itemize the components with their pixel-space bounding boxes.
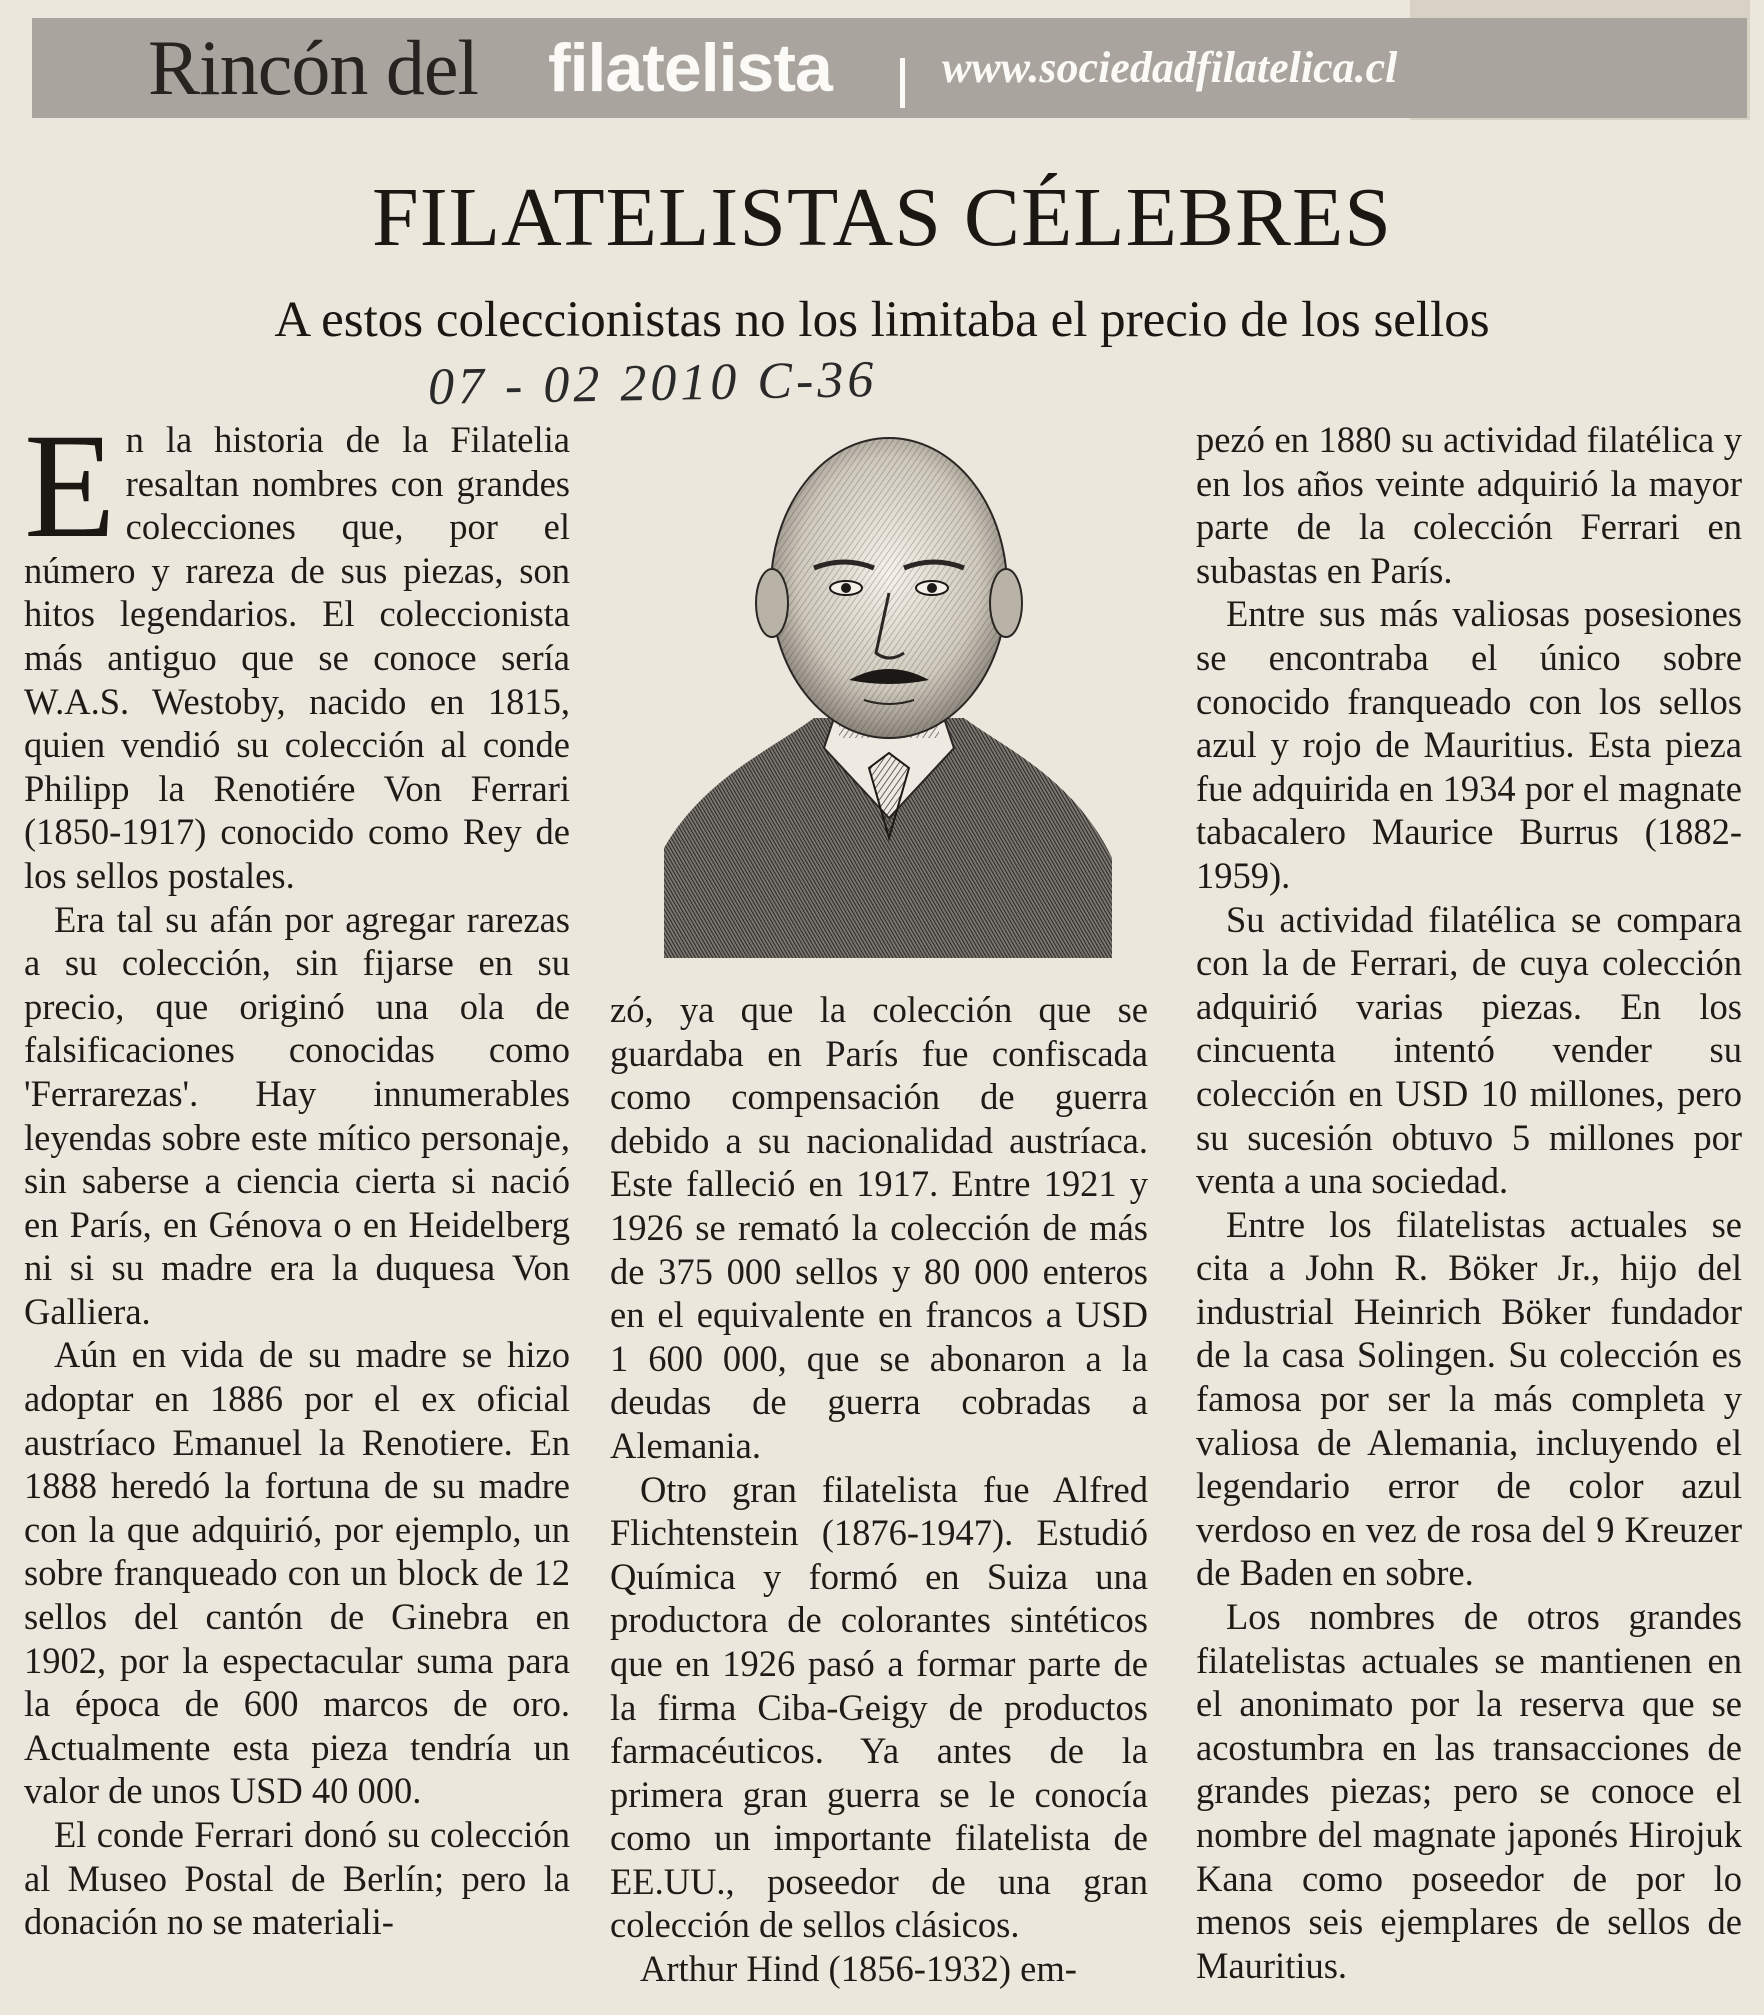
article-paragraph <box>24 403 570 898</box>
section-subtitle: filatelista <box>548 30 832 106</box>
article-paragraph: Otro gran filatelista fue Alfred Flichtenstein (1876-1947). Estudió Química y formó en Suiza una productora de colorantes sintéticos que en 1926 pasó a formar parte de la firma Ciba-Geigy de productos farmacéuticos. Ya antes de la primera gran guerra se le conocía como un importante filatelista de EE.UU., poseedor de una gran colección de sellos clásicos. <box>610 1468 1148 1946</box>
article-paragraph: Aún en vida de su madre se hizo adoptar en 1886 por el ex oficial austríaco Emanuel la Renotiere. En 1888 heredó la fortuna de su madre con la que adquirió, por ejemplo, un sobre franqueado con un block de 12 sellos del cantón de Ginebra en 1902, por la espectacular suma para la época de 600 marcos de oro. Actualmente esta pieza tendría un valor de unos USD 40 000. <box>24 1334 570 1812</box>
article-paragraph: Su actividad filatélica se compara con la de Ferrari, de cuya colección adquirió varias piezas. En los cincuenta intentó vender su colección en USD 10 millones, pero su sucesión obtuvo 5 millones por venta a una sociedad. <box>1196 898 1742 1202</box>
article-paragraph: Era tal su afán por agregar rarezas a su colección, sin fijarse en su precio, que originó una ola de falsificaciones conocidas como 'Ferrarezas'. Hay innumerables leyendas sobre este mítico personaje, sin saberse a ciencia cierta si nació en París, en Génova o en Heidelberg ni si su madre era la duquesa Von Galliera. <box>24 898 570 1332</box>
article-paragraph: El conde Ferrari donó su colección al Museo Postal de Berlín; pero la donación no se materiali- <box>24 1814 570 1943</box>
drop-cap: E <box>24 403 116 569</box>
article-paragraph: pezó en 1880 su actividad filatélica y en los años veinte adquirió la mayor parte de la colección Ferrari en subastas en París. <box>1196 419 1742 591</box>
handwritten-date-note: 07 - 02 2010 C-36 <box>427 351 878 416</box>
section-title: Rincón del <box>148 24 479 111</box>
article-column-3 <box>1196 418 1742 1987</box>
section-url: www.sociedadfilatelica.cl <box>942 43 1398 92</box>
article-paragraph: Los nombres de otros grandes filatelistas actuales se mantienen en el anonimato por la reserva que se acostumbra en las transacciones de grandes piezas; pero se conoce el nombre del magnate japonés Hirojuk Kana como poseedor de por lo menos seis ejemplares de sellos de Mauritius. <box>1196 1596 1742 1986</box>
portrait-engraving <box>664 418 1112 958</box>
article-paragraph: Arthur Hind (1856-1932) em- <box>640 1948 1077 1990</box>
article-headline: FILATELISTAS CÉLEBRES <box>372 171 1392 264</box>
article-paragraph: Entre sus más valiosas posesiones se encontraba el único sobre conocido franqueado con los sellos azul y rojo de Mauritius. Esta pieza fue adquirida en 1934 por el magnate tabacalero Maurice Burrus (1882-1959). <box>1196 593 1742 896</box>
article-paragraph: Entre los filatelistas actuales se cita a John R. Böker Jr., hijo del industrial Heinrich Böker fundador de la casa Solingen. Su colección es famosa por ser la más completa y valiosa de Alemania, incluyendo el legendario error de color azul verdoso en vez de rosa del 9 Kreuzer de Baden en sobre. <box>1196 1203 1742 1594</box>
header-separator <box>900 58 905 108</box>
article-subheadline: A estos coleccionistas no los limitaba el precio de los sellos <box>274 292 1490 348</box>
article-column-2 <box>610 988 1148 1991</box>
article-paragraph: zó, ya que la colección que se guardaba en París fue confiscada como compensación de guerra debido a su nacionalidad austríaca. Este falleció en 1917. Entre 1921 y 1926 se remató la colección de más de 375 000 sellos y 80 000 enteros en el equivalente en francos a USD 1 600 000, que se abonaron a la deudas de guerra cobradas a Alemania. <box>610 989 1148 1466</box>
article-column-1 <box>24 403 570 1944</box>
paragraph-text: n la historia de la Filatelia resaltan nombres con grandes colecciones que, por el número y rareza de sus piezas, son hitos legendarios. El coleccionista más antiguo que se conoce sería W.A.S. Westoby, nacido en 1815, quien vendió su colección al conde Philipp la Renotiére Von Ferrari (1850-1917) conocido como Rey de los sellos postales. <box>24 419 570 896</box>
